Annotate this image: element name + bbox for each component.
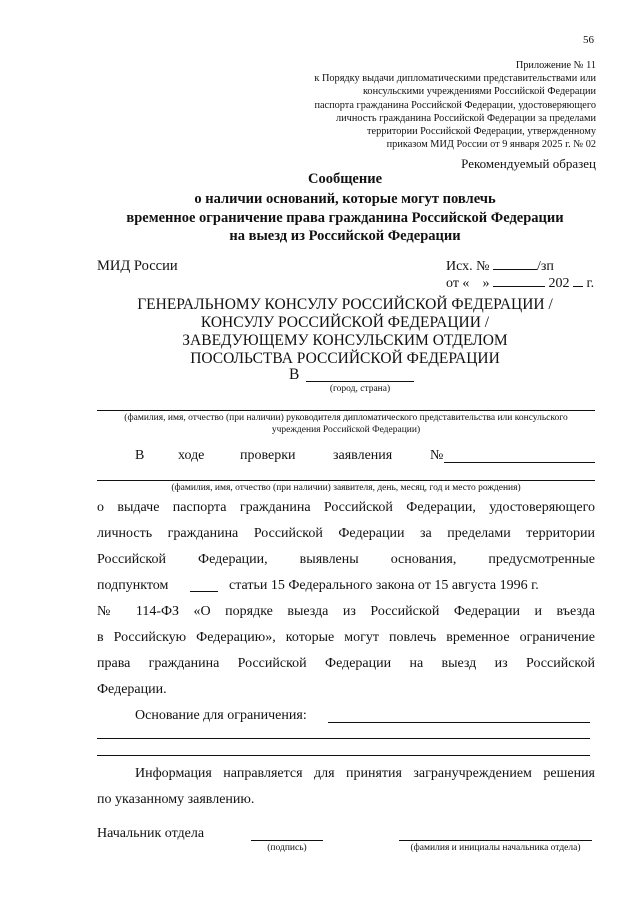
document-title: Сообщение [307, 171, 383, 187]
appendix-line: Приложение № 11 [515, 60, 596, 71]
outgoing-number [446, 257, 554, 275]
outgoing-date [446, 274, 594, 292]
signature-caption: (подпись) [267, 843, 307, 853]
info-line: по указанному заявлению. [97, 792, 255, 807]
subparagraph-field[interactable] [190, 591, 218, 592]
city-field[interactable] [306, 381, 414, 382]
head-caption-line: учреждения Российской Федерации) [271, 425, 421, 435]
body-line: Российской Федерации, выявлены основания, предусмотренные [97, 552, 595, 567]
head-caption-line: (фамилия, имя, отчество (при наличии) руководителя дипломатического представительства или консульского [124, 413, 568, 423]
appendix-block [266, 59, 596, 151]
basis-field[interactable] [328, 722, 590, 723]
body-line: личность гражданина Российской Федерации за пределами территории [97, 526, 595, 541]
appendix-line: личность гражданина Российской Федерации за пределами [336, 112, 596, 124]
signatory-position: Начальник отдела [97, 826, 205, 841]
body-line: о выдаче паспорта гражданина Российской Федерации, удостоверяющего [97, 500, 595, 515]
body-subparagraph-label: подпунктом [97, 578, 169, 593]
check-number-sign: № [430, 448, 444, 463]
body-line: в Российскую Федерацию», которые могут повлечь временное ограничение [97, 630, 595, 645]
in-city-label: В [289, 366, 300, 383]
signatory-name-caption: (фамилия и инициалы начальника отдела) [410, 843, 581, 853]
date-prefix: от « [446, 276, 470, 291]
body-line: № 114-ФЗ «О порядке выезда из Российской Федерации и въезда [97, 604, 595, 619]
check-word: проверки [240, 448, 296, 463]
appendix-line: приказом МИД России от 9 января 2025 г. № 02 [386, 139, 596, 151]
outgoing-number-suffix: /зп [537, 259, 554, 274]
info-line: Информация направляется для принятия загранучреждением решения [135, 766, 595, 781]
page-number: 56 [583, 34, 594, 46]
basis-field-line[interactable] [97, 738, 590, 739]
document-subtitle-line: на выезд из Российской Федерации [229, 228, 461, 244]
appendix-line: паспорта гражданина Российской Федерации, удостоверяющего [314, 99, 596, 111]
applicant-caption: (фамилия, имя, отчество (при наличии) заявителя, день, месяц, год и место рождения) [171, 483, 521, 493]
body-line: права гражданина Российской Федерации на выезд из Российской [97, 656, 595, 671]
date-year: 202 [548, 276, 570, 291]
signatory-name-field[interactable] [399, 840, 592, 841]
applicant-field[interactable] [97, 480, 595, 481]
basis-field-line[interactable] [97, 755, 590, 756]
recommended-sample-label: Рекомендуемый образец [461, 156, 596, 171]
check-word: ходе [178, 448, 205, 463]
date-mid: » [482, 276, 490, 291]
signature-field[interactable] [251, 840, 323, 841]
appendix-line: территории Российской Федерации, утвержденному [367, 126, 596, 138]
date-year-suffix: г. [586, 276, 595, 291]
application-number-field[interactable] [444, 462, 595, 463]
body-subparagraph-rest: статьи 15 Федерального закона от 15 августа 1996 г. [229, 578, 539, 593]
appendix-line: консульскими учреждениями Российской Федерации [362, 86, 596, 98]
addressee-line: ЗАВЕДУЮЩЕМУ КОНСУЛЬСКИМ ОТДЕЛОМ [182, 332, 508, 349]
check-word: В [135, 448, 145, 463]
addressee-line: КОНСУЛУ РОССИЙСКОЙ ФЕДЕРАЦИИ / [200, 314, 490, 331]
check-word: заявления [333, 448, 393, 463]
basis-label: Основание для ограничения: [135, 708, 307, 723]
date-year-field[interactable] [573, 274, 583, 287]
outgoing-number-label: Исх. № [446, 259, 490, 274]
city-caption: (город, страна) [329, 384, 391, 394]
appendix-line: к Порядку выдачи дипломатическими представительствами или [314, 73, 596, 85]
document-subtitle-line: о наличии оснований, которые могут повлечь [194, 191, 496, 207]
sender-label: МИД России [97, 258, 178, 274]
date-month-field[interactable] [493, 274, 545, 287]
outgoing-number-field[interactable] [493, 257, 537, 270]
addressee-line: ГЕНЕРАЛЬНОМУ КОНСУЛУ РОССИЙСКОЙ ФЕДЕРАЦИИ / [137, 296, 553, 313]
head-name-field[interactable] [97, 410, 595, 411]
body-line: Федерации. [97, 682, 167, 697]
addressee-line: ПОСОЛЬСТВА РОССИЙСКОЙ ФЕДЕРАЦИИ [190, 350, 500, 367]
document-subtitle-line: временное ограничение права гражданина Российской Федерации [126, 210, 564, 226]
